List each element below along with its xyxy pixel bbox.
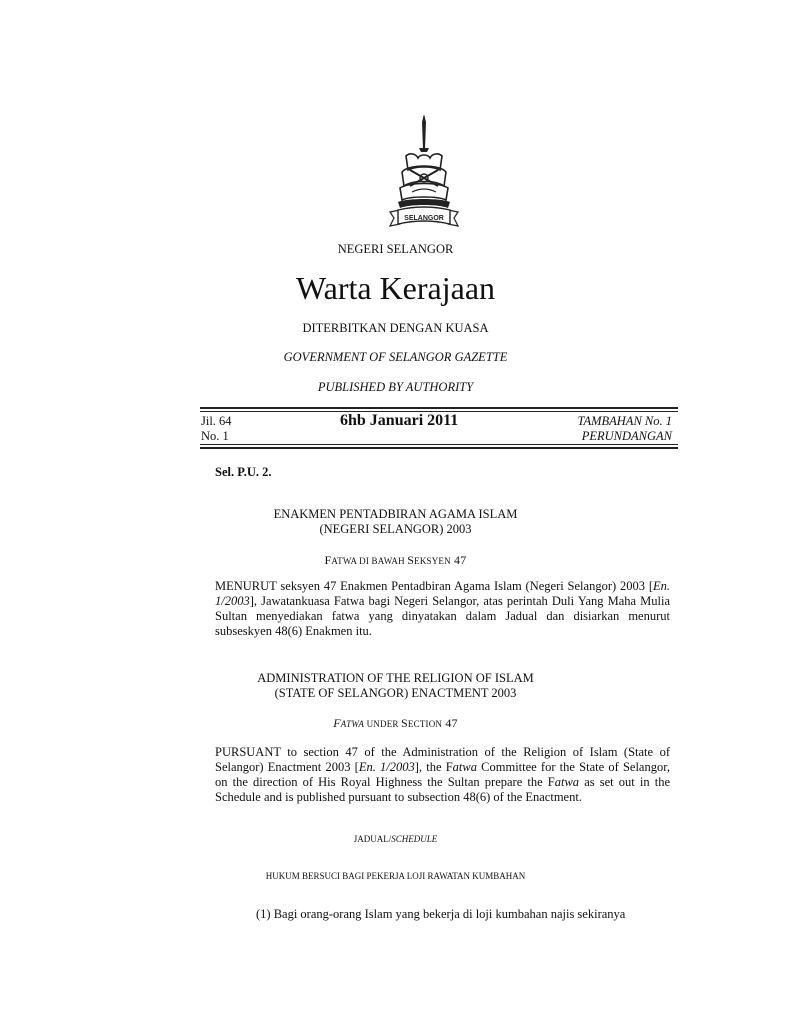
heading-line: ADMINISTRATION OF THE RELIGION OF ISLAM — [257, 671, 534, 685]
fatwa-subheading-ms: FATWA DI BAWAH SEKSYEN 47 — [324, 553, 467, 567]
enactment-heading-ms — [0, 507, 791, 537]
divider — [200, 444, 678, 445]
schedule-label: JADUAL/SCHEDULE — [353, 834, 438, 844]
enactment-heading-en — [0, 671, 791, 701]
supplement: TAMBAHAN No. 1 — [577, 414, 672, 428]
reference-number: Sel. P.U. 2. — [215, 465, 272, 479]
heading-line: (STATE OF SELANGOR) ENACTMENT 2003 — [274, 686, 517, 700]
category: PERUNDANGAN — [581, 429, 672, 443]
gazette-title: Warta Kerajaan — [295, 270, 496, 306]
volume: Jil. 64 — [201, 414, 232, 428]
divider — [200, 407, 678, 409]
gazette-name-en: GOVERNMENT OF SELANGOR GAZETTE — [283, 350, 508, 364]
heading-line: (NEGERI SELANGOR) 2003 — [319, 522, 472, 536]
issue-date: 6hb Januari 2011 — [340, 412, 459, 429]
paragraph-ms: MENURUT seksyen 47 Enakmen Pentadbiran Agama Islam (Negeri Selangor) 2003 [En. 1/2003], Jawatankuasa Fatwa bagi Negeri Selangor, atas perintah Duli Yang Maha Mulia Sultan menyediakan fatwa yang dinyatakan dalam Jadual dan disiarkan menurut subseskyen 48(6) Enakmen itu. — [215, 579, 670, 638]
schedule-title: HUKUM BERSUCI BAGI PEKERJA LOJI RAWATAN KUMBAHAN — [265, 871, 526, 881]
divider — [200, 447, 678, 449]
heading-line: ENAKMEN PENTADBIRAN AGAMA ISLAM — [273, 507, 518, 521]
published-by-authority-en: PUBLISHED BY AUTHORITY — [317, 380, 474, 394]
paragraph-en: PURSUANT to section 47 of the Administration of the Religion of Islam (State of Selangor) Enactment 2003 [En. 1/2003], the Fatwa Committee for the State of Selangor, on the direction of His Royal Highness the Sultan prepare the Fatwa as set out in the Schedule and is published pursuant to subsection 48(6) of the Enactment. — [215, 745, 671, 804]
supplement-info — [577, 414, 672, 444]
published-by-authority-ms: DITERBITKAN DENGAN KUASA — [302, 321, 489, 335]
crest-ribbon-text: SELANGOR — [404, 215, 444, 222]
issue-number: No. 1 — [201, 429, 229, 443]
selangor-crest-icon — [388, 112, 460, 234]
schedule-item-1: (1) Bagi orang-orang Islam yang bekerja di loji kumbahan najis sekiranya — [256, 907, 626, 921]
state-name: NEGERI SELANGOR — [337, 242, 454, 256]
fatwa-subheading-en: FATWA UNDER SECTION 47 — [333, 716, 458, 730]
volume-number — [201, 414, 232, 444]
